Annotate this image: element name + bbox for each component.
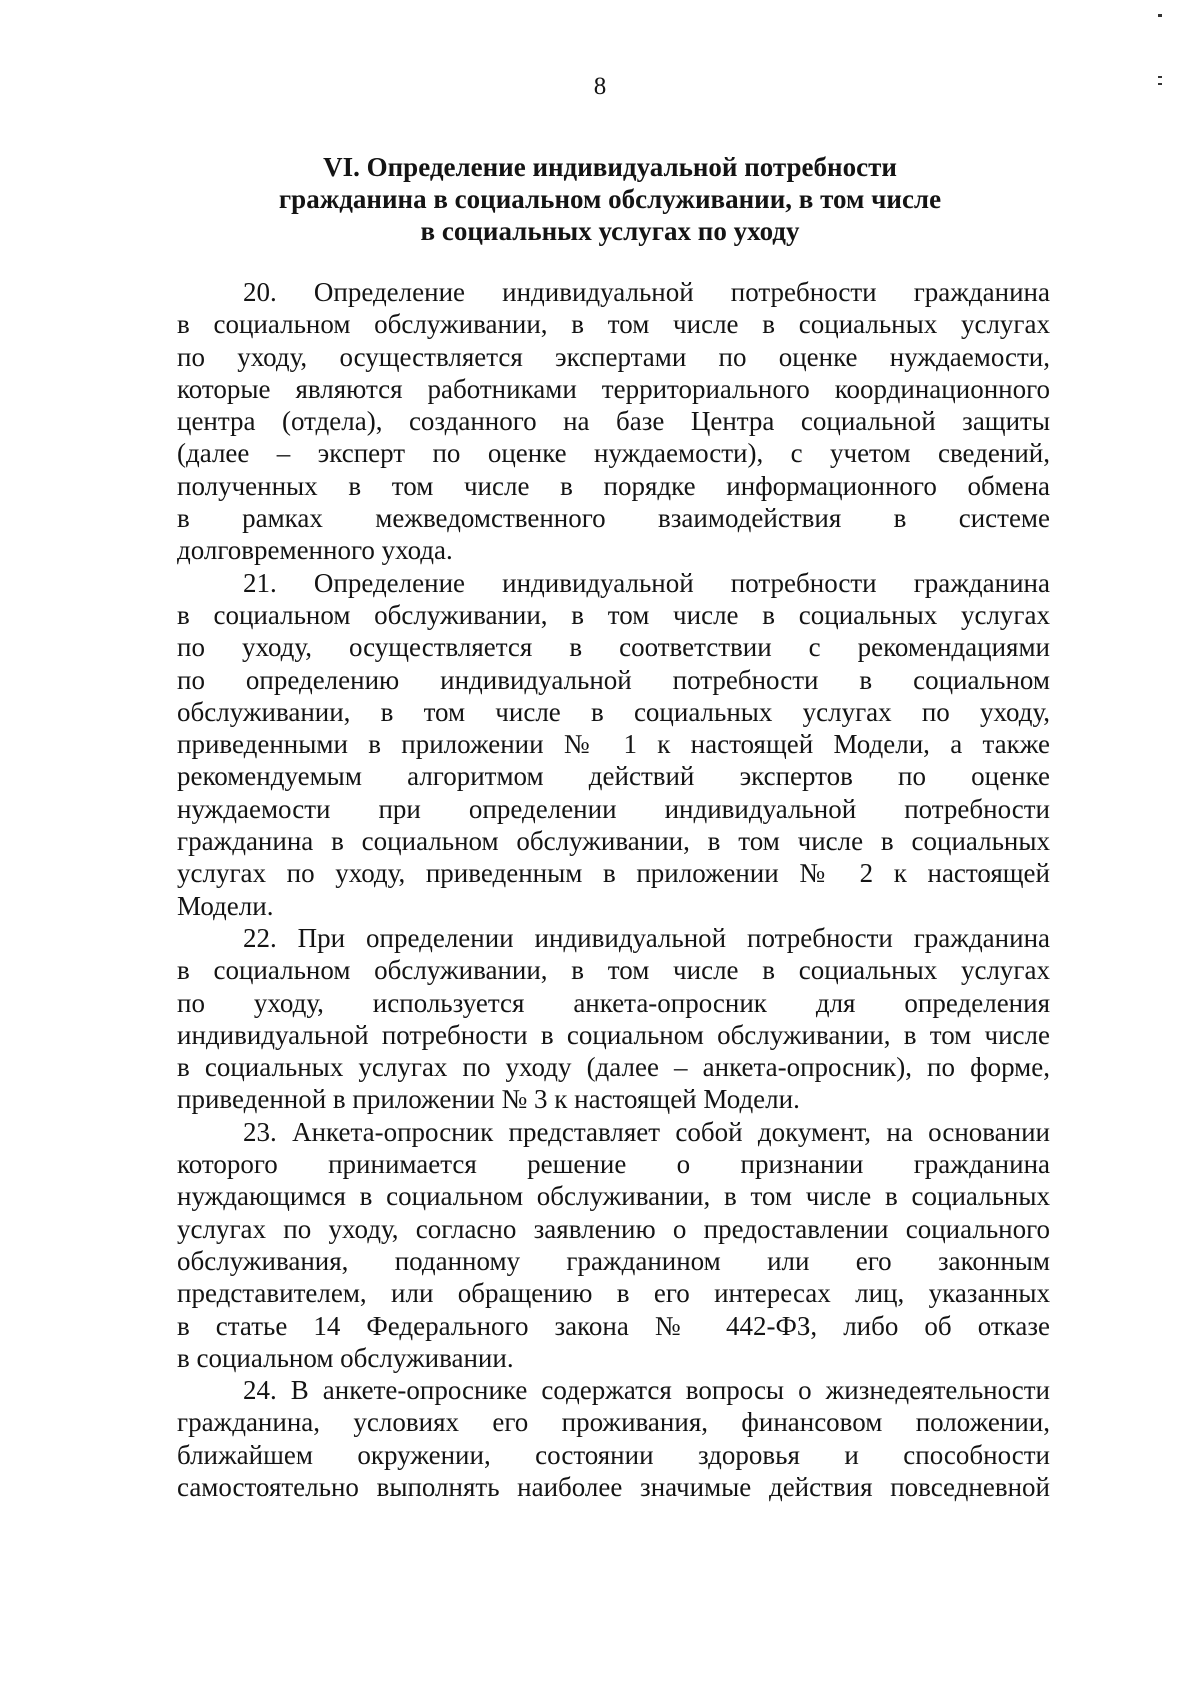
paragraph-line: по уходу, осуществляется экспертами по оценке нуждаемости, — [177, 341, 1050, 372]
paragraph-line: 20. Определение индивидуальной потребности гражданина — [243, 277, 1050, 307]
section-heading — [180, 151, 1040, 247]
paragraph-line: по определению индивидуальной потребности в социальном — [177, 664, 1050, 695]
paragraph — [177, 567, 1050, 922]
paragraph-line: 23. Анкета-опросник представляет собой документ, на основании — [243, 1116, 1050, 1147]
paragraph-line: самостоятельно выполнять наиболее значимые действия повседневной — [177, 1471, 1050, 1502]
paragraph-line: в социальных услугах по уходу (далее – анкета-опросник), по форме, — [177, 1052, 1050, 1083]
paragraph — [177, 1374, 1050, 1503]
paragraph-line: в рамках межведомственного взаимодействия в системе — [177, 503, 1050, 534]
paragraph-line: в социальном обслуживании, в том числе в социальных услугах — [177, 955, 1050, 986]
paragraph — [177, 1116, 1050, 1374]
paragraph-line: которого принимается решение о признании гражданина — [177, 1149, 1050, 1180]
scan-artifact — [1158, 76, 1162, 78]
paragraph-line: приведенной в приложении № 3 к настоящей Модели. — [177, 1084, 800, 1115]
paragraph-line: (далее – эксперт по оценке нуждаемости), с учетом сведений, — [177, 438, 1050, 469]
heading-line: в социальных услугах по уходу — [420, 216, 800, 246]
paragraph-line: обслуживании, в том числе в социальных услугах по уходу, — [177, 696, 1050, 727]
paragraph-line: которые являются работниками территориального координационного — [177, 373, 1050, 404]
paragraph-line: по уходу, используется анкета-опросник для определения — [177, 987, 1050, 1018]
paragraph-line: услугах по уходу, согласно заявлению о предоставлении социального — [177, 1213, 1050, 1244]
paragraph-line: 21. Определение индивидуальной потребности гражданина — [243, 567, 1050, 598]
paragraph-line: в социальном обслуживании, в том числе в социальных услугах — [177, 309, 1050, 340]
paragraph-line: нуждаемости при определении индивидуальной потребности — [177, 793, 1050, 824]
paragraph-line: 22. При определении индивидуальной потребности гражданина — [243, 922, 1050, 953]
paragraph-line: гражданина, условиях его проживания, финансовом положении, — [177, 1407, 1050, 1438]
page-number: 8 — [593, 73, 607, 100]
paragraph-line: Модели. — [177, 890, 274, 921]
paragraph-line: по уходу, осуществляется в соответствии с рекомендациями — [177, 632, 1050, 663]
paragraph-line: услугах по уходу, приведенным в приложении № 2 к настоящей — [177, 858, 1050, 889]
paragraph-line: представителем, или обращению в его интересах лиц, указанных — [177, 1278, 1050, 1309]
scan-artifact — [1158, 83, 1162, 85]
paragraph-line: в социальном обслуживании. — [177, 1342, 514, 1373]
paragraph-line: приведенными в приложении № 1 к настоящей Модели, а также — [177, 729, 1050, 760]
heading-line: гражданина в социальном обслуживании, в том числе — [278, 184, 942, 214]
paragraph-line: индивидуальной потребности в социальном обслуживании, в том числе — [177, 1019, 1050, 1050]
paragraph-line: центра (отдела), созданного на базе Центра социальной защиты — [177, 406, 1050, 437]
paragraph-line: ближайшем окружении, состоянии здоровья и способности — [177, 1439, 1050, 1470]
paragraph-line: в статье 14 Федерального закона № 442-ФЗ, либо об отказе — [177, 1310, 1050, 1341]
paragraph-line: в социальном обслуживании, в том числе в социальных услугах — [177, 599, 1050, 630]
heading-line: VI. Определение индивидуальной потребности — [323, 152, 897, 182]
paragraph-line: нуждающимся в социальном обслуживании, в том числе в социальных — [177, 1181, 1050, 1212]
document-body — [177, 276, 1050, 1503]
paragraph — [177, 922, 1050, 1116]
paragraph — [177, 276, 1050, 567]
scan-artifact — [1158, 14, 1162, 17]
paragraph-line: гражданина в социальном обслуживании, в том числе в социальных — [177, 826, 1050, 857]
paragraph-line: 24. В анкете-опроснике содержатся вопросы о жизнедеятельности — [243, 1375, 1050, 1406]
paragraph-line: полученных в том числе в порядке информационного обмена — [177, 470, 1050, 501]
paragraph-line: рекомендуемым алгоритмом действий экспертов по оценке — [177, 761, 1050, 792]
paragraph-line: долговременного ухода. — [177, 535, 453, 566]
paragraph-line: обслуживания, поданному гражданином или его законным — [177, 1245, 1050, 1276]
